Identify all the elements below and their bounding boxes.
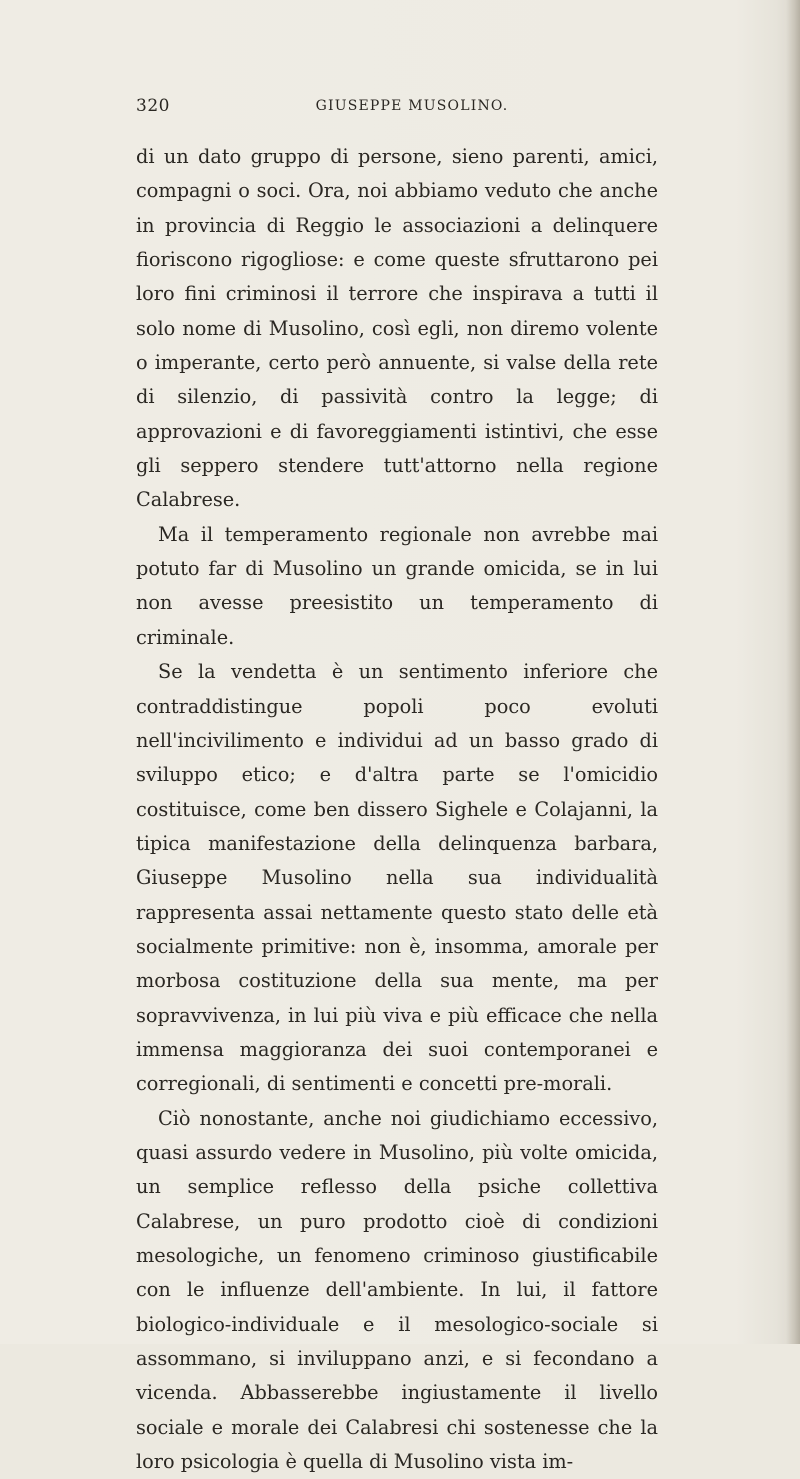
body-text — [136, 140, 658, 1479]
paragraph-3: Se la vendetta è un sentimento inferiore che contraddistingue popoli poco evoluti nell'incivilimento e individui ad un basso grado di sviluppo etico; e d'altra parte se l'omicidio costituisce, come ben dissero Sighele e Colajanni, la tipica manifestazione della delinquenza barbara, Giuseppe Musolino nella sua individualità rappresenta assai nettamente questo stato delle età socialmente primitive: non è, insomma, amorale per morbosa costituzione della sua mente, ma per sopravvivenza, in lui più viva e più efficace che nella immensa maggioranza dei suoi contemporanei e corregionali, di sentimenti e concetti pre-morali. — [136, 660, 658, 1096]
running-head — [136, 96, 658, 120]
page-edge-shadow — [786, 0, 800, 1344]
page-number: 320 — [136, 96, 170, 116]
paragraph-4: Ciò nonostante, anche noi giudichiamo eccessivo, quasi assurdo vedere in Musolino, più volte omicida, un semplice reflesso della psiche collettiva Calabrese, un puro prodotto cioè di condizioni mesologiche, un fenomeno criminoso giustificabile con le influenze dell'ambiente. In lui, il fattore biologico-individuale e il mesologico-sociale si assommano, si inviluppano anzi, e si fecondano a vicenda. Abbasserebbe ingiustamente il livello sociale e morale dei Calabresi chi sostenesse che la loro psicologia è quella di Musolino vista im- — [136, 1106, 658, 1474]
running-title: GIUSEPPE MUSOLINO. — [315, 98, 509, 114]
paragraph-1: di un dato gruppo di persone, sieno parenti, amici, compagni o soci. Ora, noi abbiamo veduto che anche in provincia di Reggio le associazioni a delinquere fioriscono rigogliose: e come queste sfruttarono pei loro fini criminosi il terrore che inspirava a tutti il solo nome di Musolino, così egli, non diremo volente o imperante, certo però annuente, si valse della rete di silenzio, di passività contro la legge; di approvazioni e di favoreggiamenti istintivi, che esse gli seppero stendere tutt'attorno nella regione Calabrese. — [136, 145, 658, 512]
paragraph-2: Ma il temperamento regionale non avrebbe mai potuto far di Musolino un grande omicida, se in lui non avesse preesistito un temperamento di criminale. — [136, 522, 658, 649]
